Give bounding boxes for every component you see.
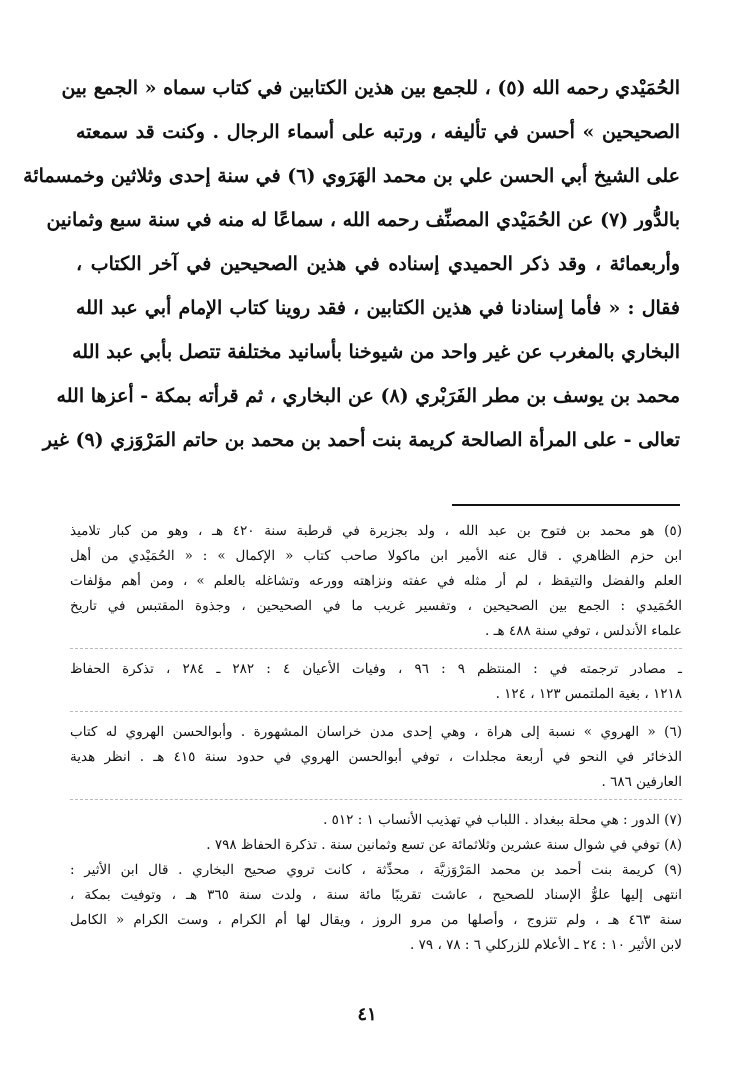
main-text-line: بالدُّور (٧) عن الحُمَيْدي المصنِّف رحمه الله ، سماعًا له منه في سنة سبع وثمانين [46, 209, 680, 231]
main-text-line: على الشيخ أبي الحسن علي بن محمد الهَرَوي (٦) في سنة إحدى وثلاثين وخمسمائة [23, 165, 680, 187]
main-text-line: فقال : « فأما إسنادنا في هذين الكتابين ، فقد روينا كتاب الإمام أبي عبد الله [76, 297, 680, 319]
footnote-line: العارفين ٦٨٦ . [601, 774, 682, 790]
footnote-6 [70, 720, 682, 795]
page-number: ٤١ [357, 1004, 377, 1025]
footnote-line: سنة ٤٦٣ هـ ، ولم تتزوج ، وأصلها من مرو الروز ، ويقال لها أم الكرام ، وست الكرام « الكامل [70, 912, 682, 928]
footnotes-block [70, 519, 682, 958]
footnote-divider [452, 504, 680, 506]
footnote-5 [70, 519, 682, 644]
main-text-line: وأربعمائة ، وقد ذكر الحميدي إسناده في هذين الصحيحين في آخر الكتاب ، [76, 253, 680, 275]
main-text-line: محمد بن يوسف بن مطر الفَرَبْري (٨) عن البخاري ، ثم قرأته بمكة - أعزها الله [56, 385, 680, 407]
footnote-line: (٩) كريمة بنت أحمد بن محمد المَرْوَزيَّة ، محدِّثة ، كانت تروي صحيح البخاري . قال ابن الأثير : [70, 862, 682, 878]
footnote-separator [70, 799, 682, 804]
footnote-line: ١٢١٨ ، بغية الملتمس ١٢٣ ، ١٢٤ . [495, 686, 682, 702]
footnote-line: الذخائر في النحو في أربعة مجلدات ، توفي أبوالحسن الهروي في حدود سنة ٤١٥ هـ . انظر هدية [70, 749, 682, 765]
footnote-line: ابن حزم الظاهري . قال عنه الأمير ابن ماكولا صاحب كتاب « الإكمال » : « الحُمَيْدي من أهل [70, 548, 682, 564]
footnote-line: انتهى إليها علوُّ الإسناد للصحيح ، عاشت تقريبًا مائة سنة ، ولدت سنة ٣٦٥ هـ ، وتوفيت بمكة ، [70, 887, 682, 903]
footnote-5-sources [70, 657, 682, 707]
footnote-8 [70, 833, 682, 858]
footnote-line: العلم والفضل والتيقظ ، لم أر مثله في عفته ونزاهته وورعه وتشاغله بالعلم » ، ومن أهم مؤلفات [70, 573, 682, 589]
footnote-line: (٧) الدور : هي محلة ببغداد . اللباب في تهذيب الأنساب ١ : ٥١٢ . [323, 812, 682, 828]
footnote-separator [70, 648, 682, 653]
footnote-9 [70, 858, 682, 958]
main-text-line: الصحيحين » أحسن في تأليفه ، ورتبه على أسماء الرجال . وكنت قد سمعته [76, 121, 680, 143]
main-text-block [23, 66, 680, 462]
footnote-separator [70, 711, 682, 716]
footnote-line: (٥) هو محمد بن فتوح بن عبد الله ، ولد بجزيرة في قرطبة سنة ٤٢٠ هـ ، وهو من كبار تلاميذ [70, 523, 682, 539]
footnote-line: علماء الأندلس ، توفي سنة ٤٨٨ هـ . [484, 623, 682, 639]
main-text-line: تعالى - على المرأة الصالحة كريمة بنت أحمد بن محمد بن حاتم المَرْوَزي (٩) غير [42, 429, 680, 451]
footnote-line: الحُمَيدي : الجمع بين الصحيحين ، وتفسير غريب ما في الصحيحين ، وجذوة المقتبس في تاريخ [70, 598, 682, 614]
footnote-line: لابن الأثير ١٠ : ٢٤ ـ الأعلام للزركلي ٦ : ٧٨ ، ٧٩ . [410, 937, 682, 953]
footnote-7 [70, 808, 682, 833]
main-text-line: البخاري بالمغرب عن غير واحد من شيوخنا بأسانيد مختلفة تتصل بأبي عبد الله [72, 341, 680, 363]
footnote-line: (٨) توفي في شوال سنة عشرين وثلاثمائة عن تسع وثمانين سنة . تذكرة الحفاظ ٧٩٨ . [206, 837, 682, 853]
footnote-line: ـ مصادر ترجمته في : المنتظم ٩ : ٩٦ ، وفيات الأعيان ٤ : ٢٨٢ ـ ٢٨٤ ، تذكرة الحفاظ [70, 661, 682, 677]
footnote-line: (٦) « الهروي » نسبة إلى هراة ، وهي إحدى مدن خراسان المشهورة . وأبوالحسن الهروي له كتاب [70, 724, 682, 740]
main-text-line: الحُمَيْدي رحمه الله (٥) ، للجمع بين هذين الكتابين في كتاب سماه « الجمع بين [61, 77, 680, 99]
